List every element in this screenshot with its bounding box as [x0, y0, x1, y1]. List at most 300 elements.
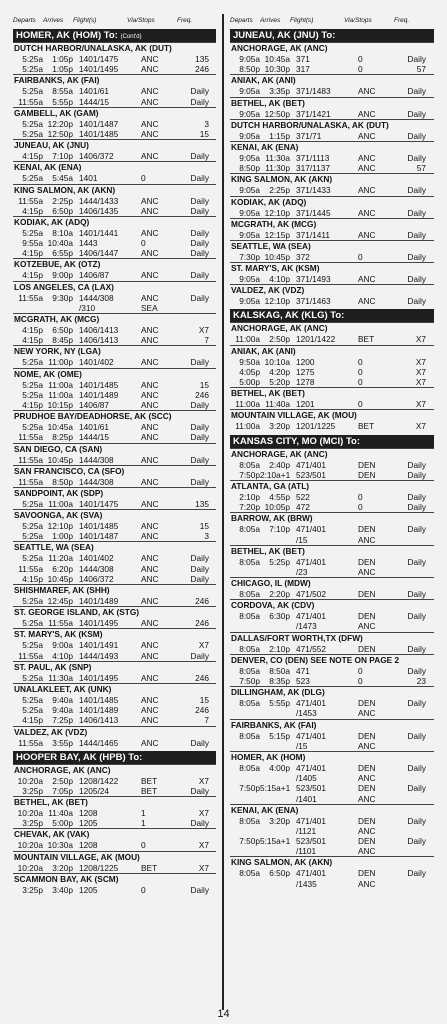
flight-number: 1406/1413 [79, 325, 119, 335]
depart-time: 9:05a [239, 229, 260, 240]
frequency: Daily [190, 454, 209, 465]
depart-time: 5:25a [22, 64, 43, 75]
flight-row [13, 596, 216, 606]
destination-name: DILLINGHAM, AK (DLG) [230, 686, 434, 698]
depart-time: 11:00a [235, 421, 260, 432]
flight-row [230, 470, 434, 480]
depart-time: 8:50p [239, 163, 260, 174]
flight-row [230, 826, 434, 836]
via-stops: 0 [358, 54, 363, 64]
depart-time: 4:15p [22, 205, 43, 216]
via-stops: ANC [141, 672, 159, 683]
arrive-time: 6:50p [269, 868, 290, 879]
flight-row [230, 492, 434, 502]
frequency [390, 621, 426, 631]
flight-number: 1444/308 [79, 454, 114, 465]
via-stops: ANC [141, 694, 159, 705]
flight-number: 1406/1435 [79, 205, 119, 216]
flight-number: 1401/1489 [79, 596, 119, 606]
depart-time: 4:15p [22, 715, 43, 726]
frequency: Daily [407, 152, 426, 163]
via-stops: DEN [358, 459, 376, 470]
arrive-time: 11:00a [48, 379, 73, 390]
flight-number: 523/501 [296, 836, 326, 847]
via-stops: ANC [358, 773, 376, 784]
depart-time: 5:25a [22, 640, 43, 651]
depart-time: 8:05a [239, 611, 260, 622]
flight-row [13, 776, 216, 786]
flight-row [13, 86, 216, 96]
via-stops: ANC [141, 248, 159, 259]
frequency: X7 [415, 366, 426, 377]
arrive-time: 2:50p [52, 775, 73, 786]
destination-name: ATLANTA, GA (ATL) [230, 480, 434, 492]
destination-name: NEW YORK, NY (LGA) [13, 345, 216, 357]
flight-row [13, 651, 216, 661]
depart-time: 11:00a [235, 334, 260, 345]
flight-row [230, 163, 434, 173]
via-stops: ANC [141, 54, 159, 64]
via-stops: ANC [141, 563, 159, 574]
flight-number: 1401/1489 [79, 705, 119, 716]
destination-name: ANIAK, AK (ANI) [230, 345, 434, 357]
flight-row [13, 564, 216, 574]
arrive-time: 2:25p [52, 195, 73, 206]
via-stops: ANC [141, 227, 159, 238]
frequency: X7 [415, 377, 426, 387]
via-stops: ANC [358, 86, 376, 97]
frequency: X7 [198, 775, 209, 786]
arrive-time: 11:00a [48, 389, 73, 400]
frequency: Daily [190, 86, 209, 97]
via-stops: BET [141, 775, 158, 786]
via-stops: ANC [141, 118, 159, 129]
destination-name: HOMER, AK (HOM) [230, 751, 434, 763]
flight-number: 317 [296, 64, 310, 75]
depart-time: 8:05a [239, 730, 260, 741]
flight-number: 471/401 [296, 556, 326, 567]
depart-time: 8:05a [239, 665, 260, 676]
flight-number: 1406/87 [79, 270, 109, 281]
depart-time: 5:25a [22, 553, 43, 564]
column-header-via: Via/Stops [127, 16, 155, 24]
flight-row [13, 455, 216, 465]
via-stops: ANC [358, 621, 376, 632]
flight-row [13, 531, 216, 541]
via-stops: ANC [141, 650, 159, 661]
destination-name: MOUNTAIN VILLAGE, AK (MOU) [13, 851, 216, 863]
destination-name: MCGRATH, AK (MCG) [230, 218, 434, 230]
frequency: 246 [195, 618, 209, 629]
frequency: Daily [190, 96, 209, 107]
via-stops: 0 [358, 366, 363, 377]
destination-name: ANCHORAGE, AK (ANC) [13, 764, 216, 776]
frequency: Daily [407, 54, 426, 64]
frequency: Daily [407, 86, 426, 97]
flight-row [13, 432, 216, 442]
origin-title: HOMER, AK (HOM) To: [16, 30, 118, 41]
flight-number: 372 [296, 251, 310, 262]
arrive-time: 9:00p [52, 270, 73, 281]
flight-number: 371/1113 [296, 152, 330, 163]
flight-number: 1401/61 [79, 86, 109, 97]
depart-time: 4:15p [22, 399, 43, 410]
flight-row [230, 836, 434, 846]
depart-time: 5:25a [22, 128, 43, 139]
via-stops: 0 [358, 676, 363, 686]
flight-row [230, 86, 434, 96]
frequency: 246 [195, 596, 209, 606]
flight-number: 1444/1465 [79, 737, 119, 748]
flight-row [13, 119, 216, 129]
depart-time: 9:50a [239, 356, 260, 367]
via-stops: ANC [358, 846, 376, 857]
flight-row [13, 335, 216, 345]
column-header-departs: Departs [13, 16, 36, 24]
frequency: Daily [407, 469, 426, 480]
via-stops: ANC [141, 715, 159, 726]
flight-number: 1401/1475 [79, 54, 119, 64]
flight-row [230, 763, 434, 773]
via-stops: DEN [358, 730, 376, 741]
flight-row [230, 185, 434, 195]
frequency: 15 [199, 128, 209, 139]
flight-number: 1401 [79, 173, 98, 184]
depart-time: 9:05a [239, 108, 260, 119]
flight-number: 371/71 [296, 130, 322, 141]
destination-name: SANDPOINT, AK (SDP) [13, 487, 216, 499]
flight-row [230, 708, 434, 718]
via-stops: 1 [141, 818, 146, 829]
depart-time: 5:00p [239, 377, 260, 387]
via-stops: DEN [358, 589, 376, 600]
depart-time [230, 879, 260, 889]
frequency: Daily [407, 108, 426, 119]
flight-row [13, 64, 216, 74]
via-stops: ANC [141, 531, 159, 542]
flight-row [230, 773, 434, 783]
origin-header [13, 751, 216, 764]
via-stops: DEN [358, 611, 376, 622]
arrive-time: 10:45p [264, 251, 290, 262]
flight-number: 1275 [296, 366, 315, 377]
flight-number: 1401/402 [79, 357, 114, 368]
flight-number: 1401/1489 [79, 389, 119, 400]
flight-number: 371 [296, 54, 310, 64]
destination-name: ANCHORAGE, AK (ANC) [230, 42, 434, 54]
arrive-time: 10:30a [47, 840, 73, 851]
flight-row [13, 705, 216, 715]
depart-time: 10:20a [17, 808, 43, 819]
destination-name: KING SALMON, AK (AKN) [13, 184, 216, 196]
arrive-time: 11:00a [48, 498, 73, 509]
depart-time: 9:05a [239, 54, 260, 64]
flight-number: 1406/372 [79, 573, 114, 584]
depart-time: 11:55a [18, 432, 43, 443]
flight-row [230, 54, 434, 64]
arrive-time: 6:55p [52, 248, 73, 259]
flight-number: 471/401 [296, 698, 326, 709]
frequency: 23 [416, 676, 426, 686]
flight-row [13, 325, 216, 335]
flight-number: 371/1493 [296, 274, 331, 285]
depart-time: 8:05a [239, 868, 260, 879]
frequency: 3 [204, 531, 209, 542]
frequency: Daily [190, 884, 209, 895]
frequency: Daily [190, 476, 209, 487]
frequency: 246 [195, 389, 209, 400]
flight-number: 523 [296, 676, 310, 686]
flight-row [230, 698, 434, 708]
flight-row [230, 377, 434, 387]
destination-name: KENAI, AK (ENA) [230, 804, 434, 816]
arrive-time: 5:20p [269, 377, 290, 387]
flight-row [13, 738, 216, 748]
arrive-time: 3:20p [269, 421, 290, 432]
destination-name: SEATTLE, WA (SEA) [230, 240, 434, 252]
via-stops: ANC [141, 205, 159, 216]
flight-row [230, 230, 434, 240]
frequency: Daily [190, 227, 209, 238]
arrive-time: 11:00p [48, 357, 73, 368]
arrive-time: 10:45a [264, 54, 290, 64]
via-stops: ANC [141, 96, 159, 107]
flight-number: 471/401 [296, 611, 326, 622]
frequency: Daily [190, 399, 209, 410]
frequency: X7 [415, 399, 426, 410]
flight-row [13, 863, 216, 873]
via-stops: 0 [358, 64, 363, 75]
origin-header [230, 29, 434, 42]
destination-name: KENAI, AK (ENA) [230, 141, 434, 153]
flight-row [13, 129, 216, 139]
destination-name: SCAMMON BAY, AK (SCM) [13, 873, 216, 885]
flight-number: 471/401 [296, 459, 326, 470]
frequency [390, 567, 426, 577]
arrive-time: 11:30p [265, 163, 290, 174]
flight-number: 1406/87 [79, 399, 109, 410]
via-stops: ANC [358, 108, 376, 119]
flight-number: 1401/1491 [79, 640, 119, 651]
flight-row [230, 611, 434, 621]
depart-time: 3:25p [22, 785, 43, 796]
depart-time: 8:05a [239, 459, 260, 470]
destination-name: CHICAGO, IL (MDW) [230, 577, 434, 589]
frequency: Daily [407, 698, 426, 709]
frequency: X7 [415, 421, 426, 432]
frequency: Daily [407, 868, 426, 879]
flight-number: 472 [296, 502, 310, 513]
depart-time: 5:25a [22, 86, 43, 97]
flight-number: 471/401 [296, 762, 326, 773]
frequency: Daily [190, 173, 209, 184]
column-header [230, 14, 434, 26]
arrive-time: 12:45p [47, 596, 73, 606]
arrive-time: 7:10p [269, 524, 290, 535]
frequency: 246 [195, 705, 209, 716]
arrive-time: 10:45p [47, 573, 73, 584]
arrive-time: 11:30a [265, 152, 290, 163]
flight-row [230, 535, 434, 545]
via-stops: DEN [358, 698, 376, 709]
right-column [230, 14, 434, 889]
destination-name: ST. GEORGE ISLAND, AK (STG) [13, 606, 216, 618]
arrive-time: 11:40a [265, 399, 290, 410]
flight-row [13, 54, 216, 64]
column-header-departs: Departs [230, 16, 253, 24]
destination-name: DENVER, CO (DEN) SEE NOTE ON PAGE 2 [230, 654, 434, 666]
depart-time [230, 708, 260, 718]
frequency: 15 [199, 379, 209, 390]
destination-name: BETHEL, AK (BET) [230, 97, 434, 109]
flight-row [230, 274, 434, 284]
arrive-time: 5:55p [52, 96, 73, 107]
flight-row [230, 109, 434, 119]
flight-row [13, 97, 216, 107]
flight-row [13, 270, 216, 280]
depart-time: 8:05a [239, 643, 260, 654]
arrive-time [260, 846, 290, 856]
flight-number: 317/1137 [296, 163, 330, 174]
flight-row [230, 567, 434, 577]
frequency [390, 794, 426, 804]
via-stops: ANC [141, 151, 159, 162]
flight-row [230, 868, 434, 878]
via-stops: 0 [358, 502, 363, 513]
flight-row [13, 206, 216, 216]
arrive-time: 8:35p [269, 676, 290, 686]
via-stops: ANC [141, 422, 159, 433]
depart-time: 11:55a [18, 195, 43, 206]
frequency: Daily [190, 292, 209, 303]
flight-number: 1443 [79, 238, 98, 249]
arrive-time [260, 879, 290, 889]
frequency: Daily [407, 730, 426, 741]
flight-number: 1200 [296, 356, 315, 367]
flight-number: 1401/1485 [79, 379, 119, 390]
flight-number: 1201/1225 [296, 421, 336, 432]
flight-row [230, 357, 434, 367]
arrive-time: 8:50p [52, 476, 73, 487]
arrive-time: 12:20p [47, 118, 73, 129]
frequency: 246 [195, 672, 209, 683]
depart-time: 5:25a [22, 227, 43, 238]
depart-time: 9:05a [239, 152, 260, 163]
arrive-time: 6:50p [52, 325, 73, 335]
flight-number: 1208/1225 [79, 862, 119, 873]
flight-number: 1401/1485 [79, 694, 119, 705]
arrive-time: 9:00a [52, 640, 73, 651]
depart-time: 11:55a [18, 96, 43, 107]
destination-name: DALLAS/FORT WORTH,TX (DFW) [230, 632, 434, 644]
frequency: Daily [407, 207, 426, 218]
flight-number: /1435 [296, 878, 317, 889]
via-stops: DEN [358, 524, 376, 535]
flight-number: 1406/372 [79, 151, 114, 162]
arrive-time: 8:25p [52, 432, 73, 443]
flight-number: 471/401 [296, 815, 326, 826]
flight-number: 371/1421 [296, 108, 331, 119]
frequency [390, 773, 426, 783]
frequency: Daily [190, 238, 209, 249]
destination-name: KING SALMON, AK (AKN) [230, 173, 434, 185]
depart-time: 8:05a [239, 524, 260, 535]
arrive-time: 1:05p [52, 64, 73, 75]
frequency [390, 708, 426, 718]
frequency [173, 303, 209, 313]
flight-number: 371/1411 [296, 229, 330, 240]
flight-row [230, 589, 434, 599]
flight-number: 522 [296, 491, 310, 502]
depart-time: 7:50p [239, 676, 260, 686]
frequency: 57 [416, 163, 426, 174]
frequency: Daily [190, 785, 209, 796]
via-stops: ANC [358, 207, 376, 218]
destination-name: ANCHORAGE, AK (ANC) [230, 322, 434, 334]
flight-number: /310 [79, 302, 96, 313]
destination-name: CHEVAK, AK (VAK) [13, 828, 216, 840]
flight-number: 1208/1422 [79, 775, 119, 786]
depart-time: 5:25a [22, 173, 43, 184]
via-stops: ANC [358, 130, 376, 141]
depart-time: 10:20a [17, 775, 43, 786]
frequency: Daily [190, 573, 209, 584]
frequency: Daily [190, 553, 209, 564]
flight-number: 1406/1447 [79, 248, 119, 259]
via-stops: ANC [358, 878, 376, 889]
frequency [390, 741, 426, 751]
origin-header [230, 435, 434, 448]
depart-time: 11:55a [18, 476, 43, 487]
arrive-time: 3:40p [52, 884, 73, 895]
arrive-time: 7:25p [52, 715, 73, 726]
frequency: X7 [415, 356, 426, 367]
flight-number: /1121 [296, 825, 317, 836]
flight-number: 471 [296, 665, 310, 676]
arrive-time: 7:10p [52, 151, 73, 162]
frequency: X7 [198, 325, 209, 335]
arrive-time: 2:20p [269, 589, 290, 600]
frequency: Daily [407, 524, 426, 535]
frequency: Daily [407, 643, 426, 654]
arrive-time: 5:45a [52, 173, 73, 184]
via-stops: ANC [141, 357, 159, 368]
via-stops: BET [358, 334, 375, 345]
via-stops: BET [141, 862, 158, 873]
via-stops: DEN [358, 469, 376, 480]
via-stops: BET [358, 421, 375, 432]
frequency: Daily [190, 737, 209, 748]
flight-number: 471/401 [296, 524, 326, 535]
frequency: Daily [407, 130, 426, 141]
via-stops: ANC [141, 737, 159, 748]
via-stops: ANC [141, 128, 159, 139]
frequency: Daily [407, 762, 426, 773]
depart-time: 10:20a [17, 862, 43, 873]
flight-row [13, 293, 216, 303]
depart-time [230, 846, 260, 856]
arrive-time: 9:40a [52, 694, 73, 705]
flight-number: 1401/1495 [79, 618, 119, 629]
flight-row [13, 196, 216, 206]
flight-number: 1401/402 [79, 553, 114, 564]
arrive-time: 4:20p [269, 366, 290, 377]
arrive-time: 11:40a [48, 808, 73, 819]
depart-time [230, 535, 260, 545]
flight-number: 523/501 [296, 469, 326, 480]
depart-time: 5:25a [22, 54, 43, 64]
arrive-time: 11:20a [48, 553, 73, 564]
